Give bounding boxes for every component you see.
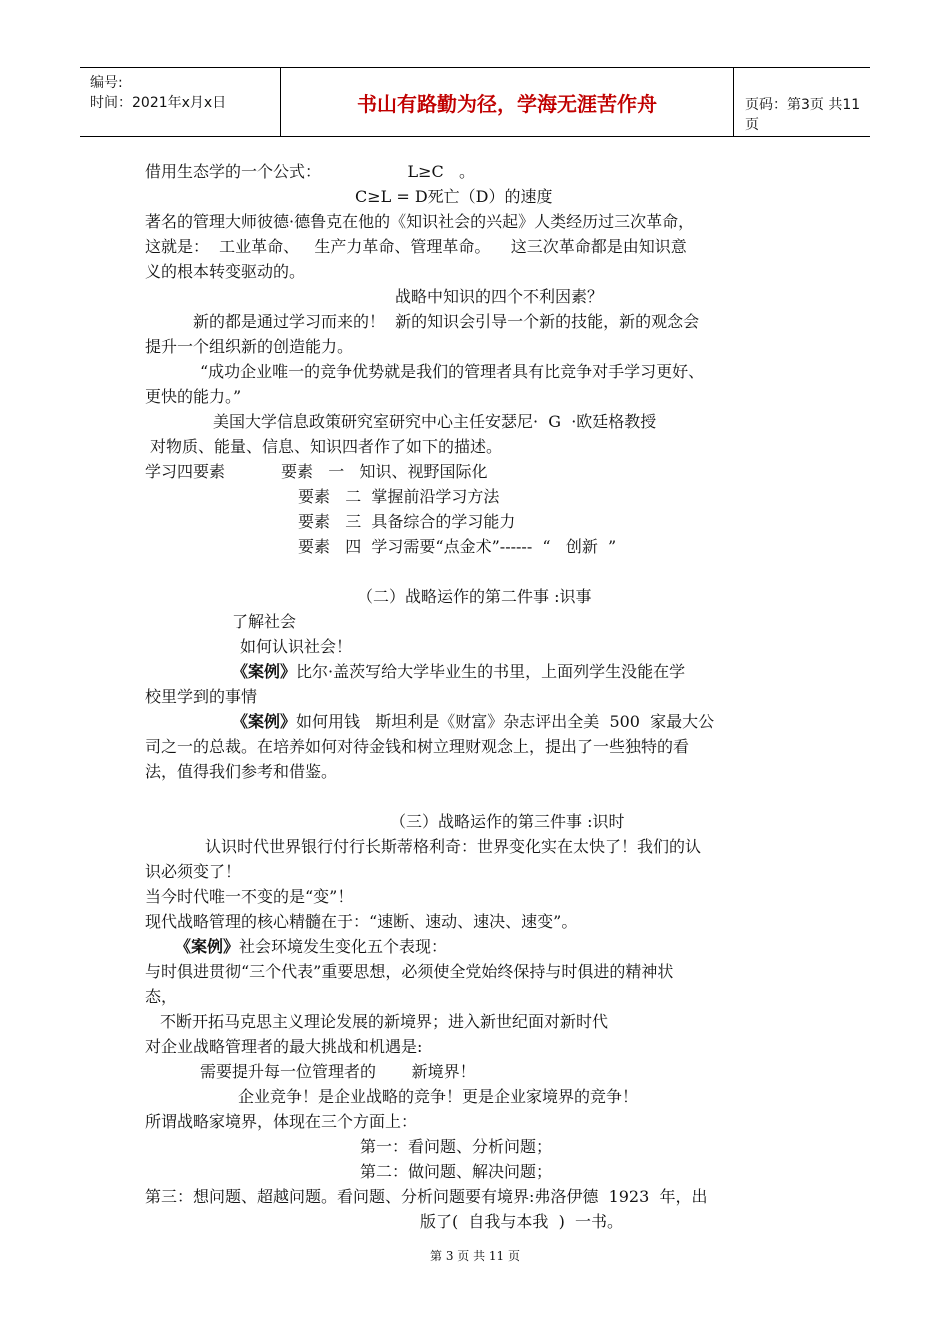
text-line (145, 862, 241, 882)
text-line (145, 387, 241, 407)
number-label: 编号: (90, 75, 123, 91)
line-text: 提升一个组织新的创造能力。 (145, 337, 354, 356)
text-line (205, 837, 701, 857)
line-text: 第三：想问题、超越问题。看问题、分析问题要有境界:弗洛伊德 1923 年，出 (145, 1187, 708, 1206)
text-line (145, 912, 577, 932)
line-text: 认识时代世界银行付行长斯蒂格利奇：世界变化实在太快了！我们的认 (205, 837, 702, 856)
line-text: 对企业战略管理者的最大挑战和机遇是: (145, 1037, 423, 1056)
text-line (160, 1012, 608, 1032)
line-text: 著名的管理大师彼德·德鲁克在他的《知识社会的兴起》人类经历过三次革命， (145, 212, 695, 231)
line-text: 要素 四 学习需要“点金术”------ “ 创新 ” (298, 537, 617, 556)
text-line (145, 1112, 417, 1132)
text-line (145, 737, 689, 757)
line-text: 识必须变了！ (145, 862, 242, 881)
line-text: 第一：看问题、分析问题； (360, 1137, 553, 1156)
line-text: 企业竞争！是企业战略的竞争！更是企业家境界的竞争！ (238, 1087, 639, 1106)
line-text: 校里学到的事情 (145, 687, 258, 706)
text-line (145, 962, 673, 982)
text-line (360, 1162, 552, 1182)
case-label: 《案例》 (232, 712, 297, 731)
line-text: 更快的能力。” (145, 387, 242, 406)
text-line (145, 1037, 422, 1057)
line-text: 义的根本转变驱动的。 (145, 262, 306, 281)
text-line (298, 537, 616, 557)
text-line (175, 937, 447, 957)
line-text: C≥L = D死亡（D）的速度 (355, 187, 553, 206)
text-line (145, 337, 353, 357)
line-text: 如何用钱 斯坦利是《财富》杂志评出全美 500 家最大公 (296, 712, 715, 731)
line-text: 如何认识社会！ (240, 637, 353, 656)
line-text: 对物质、能量、信息、知识四者作了如下的描述。 (150, 437, 503, 456)
header-meta (80, 68, 281, 136)
text-line (232, 712, 714, 732)
line-text: 司之一的总裁。在培养如何对待金钱和树立理财观念上，提出了一些独特的看 (145, 737, 690, 756)
line-text: 这就是： 工业革命、 生产力革命、管理革命。 这三次革命都是由知识意 (145, 237, 687, 256)
text-line (420, 1212, 623, 1232)
text-line (145, 162, 475, 182)
line-text: 了解社会 (232, 612, 297, 631)
line-text: 要素 三 具备综合的学习能力 (298, 512, 516, 531)
line-text: （二）战略运作的第二件事 :识事 (357, 587, 592, 606)
text-line (232, 612, 296, 632)
line-text: 所谓战略家境界，体现在三个方面上： (145, 1112, 418, 1131)
text-line (395, 287, 603, 307)
date-label: 时间：2021年x月x日 (90, 95, 227, 111)
line-text: 版了( 自我与本我 ) 一书。 (420, 1212, 624, 1231)
text-line (200, 362, 704, 382)
line-text: 态， (145, 987, 178, 1006)
case-label: 《案例》 (175, 937, 240, 956)
text-line (200, 1062, 476, 1082)
line-text: 美国大学信息政策研究室研究中心主任安瑟尼· G ·欧廷格教授 (213, 412, 657, 431)
line-text: （三）战略运作的第三件事 :识时 (390, 812, 625, 831)
text-line (145, 687, 257, 707)
case-label: 《案例》 (232, 662, 297, 681)
line-text: “成功企业唯一的竞争优势就是我们的管理者具有比竞争对手学习更好、 (200, 362, 705, 381)
page-label: 页码：第3页 共11页 (745, 97, 861, 133)
line-text: 社会环境发生变化五个表现： (239, 937, 448, 956)
text-line (240, 637, 352, 657)
text-line (145, 762, 337, 782)
line-text: 现代战略管理的核心精髓在于：“速断、速动、速决、速变”。 (145, 912, 578, 931)
text-line (390, 812, 624, 832)
text-line (145, 237, 687, 257)
text-line (232, 662, 685, 682)
line-text: 借用生态学的一个公式： L≥C 。 (145, 162, 475, 181)
text-line (145, 212, 694, 232)
text-line (298, 512, 515, 532)
text-line (145, 462, 487, 482)
line-text: 学习四要素 要素 一 知识、视野国际化 (145, 462, 488, 481)
line-text: 与时俱进贯彻“三个代表”重要思想，必须使全党始终保持与时俱进的精神状 (145, 962, 674, 981)
text-line (193, 312, 699, 332)
text-line (360, 1137, 552, 1157)
page-footer: 第 3 页 共 11 页 (430, 1249, 520, 1263)
text-line (145, 1187, 707, 1207)
line-text: 不断开拓马克思主义理论发展的新境界；进入新世纪面对新时代 (160, 1012, 609, 1031)
page-header (80, 67, 870, 137)
line-text: 需要提升每一位管理者的 新境界！ (200, 1062, 476, 1081)
line-text: 法，值得我们参考和借鉴。 (145, 762, 338, 781)
text-line (145, 987, 177, 1007)
text-line (298, 487, 499, 507)
line-text: 要素 二 掌握前沿学习方法 (298, 487, 500, 506)
text-line (238, 1087, 638, 1107)
text-line (145, 887, 353, 907)
text-line (150, 437, 502, 457)
text-line (355, 187, 553, 207)
line-text: 当今时代唯一不变的是“变”！ (145, 887, 354, 906)
text-line (213, 412, 656, 432)
line-text: 新的都是通过学习而来的！ 新的知识会引导一个新的技能，新的观念会 (193, 312, 700, 331)
motto: 书山有路勤为径，学海无涯苦作舟 (281, 68, 734, 136)
text-line (145, 262, 305, 282)
line-text: 第二：做问题、解决问题； (360, 1162, 553, 1181)
line-text: 战略中知识的四个不利因素？ (395, 287, 604, 306)
text-line (357, 587, 591, 607)
line-text: 比尔·盖茨写给大学毕业生的书里，上面列学生没能在学 (296, 662, 686, 681)
